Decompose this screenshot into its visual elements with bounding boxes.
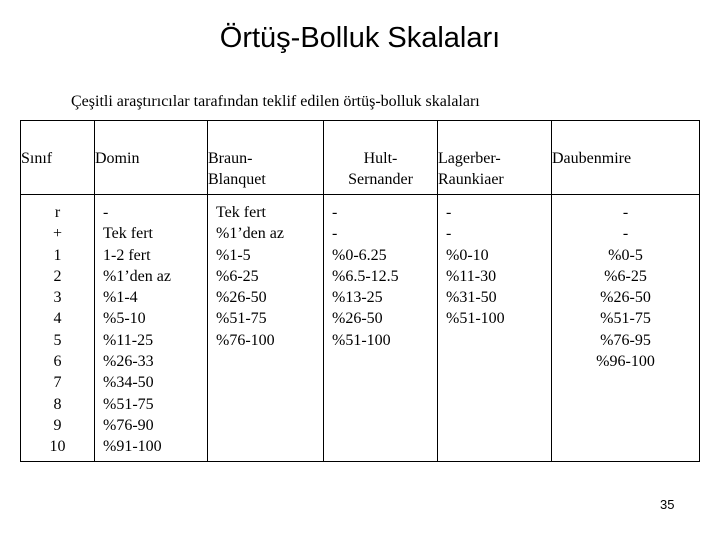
table-cell: r [54, 204, 61, 221]
table-cell: - [622, 225, 629, 243]
table-cell: %51-100 [446, 310, 505, 328]
table-cell: + [52, 225, 63, 243]
header-line: Braun- [208, 150, 253, 167]
table-cell: - [622, 204, 629, 221]
table-cell: - [332, 225, 338, 243]
table-cell: %26-33 [103, 353, 154, 371]
table-cell: 7 [53, 374, 62, 392]
table-cell: %91-100 [103, 438, 162, 456]
table-cell: %6.5-12.5 [332, 267, 399, 285]
table-cell: 9 [53, 416, 62, 434]
table-cell: - [103, 204, 109, 221]
header-label [208, 148, 323, 191]
table-cell: Tek fert [103, 225, 153, 243]
table-cell: %26-50 [600, 289, 651, 307]
column-lagerber-raunkiaer [438, 195, 552, 462]
table-cell: %76-100 [216, 331, 275, 349]
table-header-row [21, 121, 700, 195]
table-cell: - [446, 225, 452, 243]
table-cell: %26-50 [332, 310, 383, 328]
table-cell: %34-50 [103, 374, 154, 392]
table-cell: %0-6.25 [332, 246, 387, 264]
column-braun-blanquet [208, 195, 324, 462]
header-line: Daubenmire [552, 150, 632, 167]
table-cell: %1-5 [216, 246, 251, 264]
table-cell: %0-10 [446, 246, 489, 264]
table-cell: 4 [53, 310, 62, 328]
page-number: 35 [660, 497, 675, 512]
header-braun-blanquet [208, 121, 324, 195]
table-cell: 5 [53, 331, 62, 349]
header-line: Domin [95, 150, 140, 167]
column-sinif [21, 195, 95, 462]
column-daubenmire [552, 195, 700, 462]
header-domin [95, 121, 208, 195]
header-label [438, 148, 551, 191]
table-cell: %6-25 [604, 267, 647, 285]
table-cell: %51-75 [600, 310, 651, 328]
table-cell: %76-90 [103, 416, 154, 434]
page-subtitle: Çeşitli araştırıcılar tarafından teklif edilen örtüş-bolluk skalaları [71, 93, 480, 110]
table-cell: %1-4 [103, 289, 138, 307]
table-cell: 8 [53, 395, 62, 413]
table-cell: - [332, 204, 338, 221]
table-cell: %51-100 [332, 331, 391, 349]
table-cell: %31-50 [446, 289, 497, 307]
table-cell: 10 [49, 438, 66, 456]
header-line: Blanquet [208, 171, 266, 189]
table-cell: Tek fert [216, 204, 266, 221]
header-label [324, 148, 437, 191]
header-label [95, 148, 207, 169]
header-sinif [21, 121, 95, 195]
header-line: Raunkiaer [438, 171, 504, 189]
scale-table [20, 120, 700, 462]
header-lagerber-raunkiaer [438, 121, 552, 195]
page-title: Örtüş-Bolluk Skalaları [219, 22, 501, 54]
table-cell: %11-30 [446, 267, 497, 285]
header-daubenmire [552, 121, 700, 195]
header-line: Lagerber- [438, 150, 501, 167]
table-cell: 3 [53, 289, 62, 307]
table-cell: 6 [53, 353, 62, 371]
table-cell: %0-5 [608, 246, 643, 264]
table-cell: - [446, 204, 452, 221]
header-line: Sernander [348, 171, 413, 189]
table-cell: %11-25 [103, 331, 154, 349]
table-cell: %1’den az [103, 267, 171, 285]
table-cell: 1 [53, 246, 62, 264]
table-cell: %1’den az [216, 225, 284, 243]
table-cell: %6-25 [216, 267, 259, 285]
table-cell: %5-10 [103, 310, 146, 328]
column-hult-sernander [324, 195, 438, 462]
table-cell: %51-75 [216, 310, 267, 328]
table-body-row [21, 195, 700, 462]
header-label [21, 148, 94, 169]
table-cell: 2 [53, 267, 62, 285]
table-cell: %76-95 [600, 331, 651, 349]
header-line: Sınıf [21, 150, 53, 167]
table-cell: %13-25 [332, 289, 383, 307]
table-cell: %51-75 [103, 395, 154, 413]
header-line: Hult- [363, 150, 398, 167]
column-domin [95, 195, 208, 462]
header-label [552, 148, 699, 169]
table-cell: %26-50 [216, 289, 267, 307]
table-cell: %96-100 [596, 353, 655, 371]
table-cell: 1-2 fert [103, 246, 151, 264]
header-hult-sernander [324, 121, 438, 195]
